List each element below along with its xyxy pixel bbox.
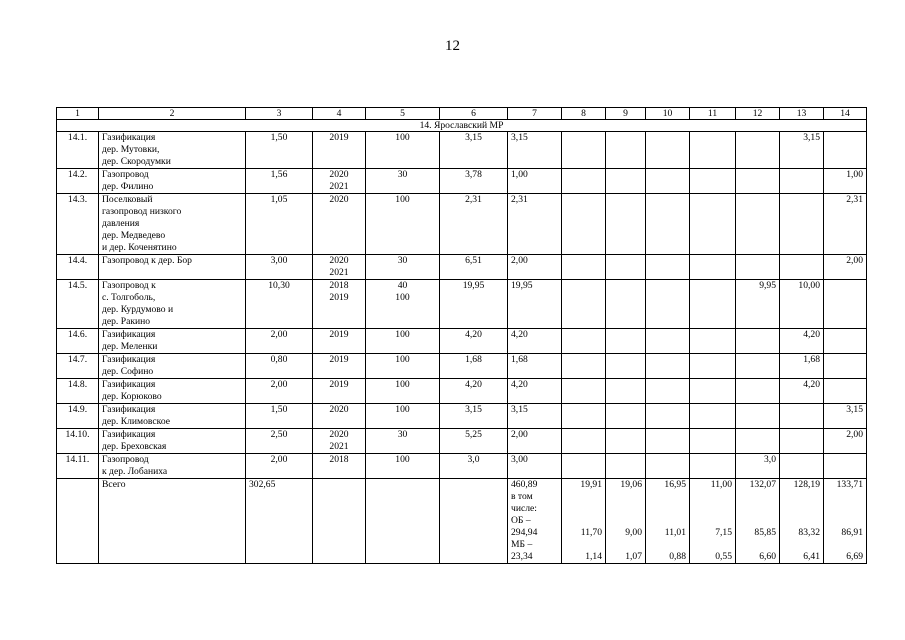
year-cost-c14: 1,00 (824, 169, 867, 194)
year-cost-c11 (690, 169, 736, 194)
column-header-13: 13 (780, 108, 824, 120)
row-number: 14.1. (57, 132, 99, 169)
cost-value: 3,15 (440, 404, 508, 429)
total-length: 302,65 (246, 479, 313, 564)
column-header-10: 10 (646, 108, 690, 120)
row-number: 14.2. (57, 169, 99, 194)
year-cost-c11 (690, 194, 736, 255)
year-cost-c10 (646, 354, 690, 379)
column-header-1: 1 (57, 108, 99, 120)
year-cost-c12 (736, 379, 780, 404)
percent-value: 100 (366, 404, 440, 429)
program-cost-value: 2,00 (508, 255, 562, 280)
cost-value: 3,0 (440, 454, 508, 479)
percent-value: 100 (366, 329, 440, 354)
year-cost-c9 (606, 354, 646, 379)
percent-value: 100 (366, 132, 440, 169)
years-value: 2020 2021 (313, 255, 366, 280)
year-cost-c13: 10,00 (780, 280, 824, 329)
years-value: 2019 (313, 329, 366, 354)
row-number: 14.10. (57, 429, 99, 454)
length-value: 2,50 (246, 429, 313, 454)
object-name: Газопровод дер. Филино (99, 169, 246, 194)
year-cost-c10 (646, 132, 690, 169)
section-title: 14. Ярославский МР (57, 120, 867, 132)
cost-value: 1,68 (440, 354, 508, 379)
year-cost-c13: 4,20 (780, 379, 824, 404)
year-cost-c13: 3,15 (780, 132, 824, 169)
year-cost-c8 (562, 429, 606, 454)
year-cost-c8 (562, 354, 606, 379)
years-value: 2019 (313, 132, 366, 169)
total-cost (440, 479, 508, 564)
table-row (57, 194, 867, 255)
year-cost-c10 (646, 255, 690, 280)
page-number: 12 (445, 38, 460, 54)
year-cost-c10 (646, 169, 690, 194)
total-number (57, 479, 99, 564)
total-row (57, 479, 867, 564)
total-year-cost-9: 19,06 9,00 1,07 (606, 479, 646, 564)
program-cost-value: 3,00 (508, 454, 562, 479)
program-cost-value: 4,20 (508, 329, 562, 354)
total-year-cost-8: 19,91 11,70 1,14 (562, 479, 606, 564)
cost-value: 6,51 (440, 255, 508, 280)
years-value: 2020 (313, 404, 366, 429)
year-cost-c12 (736, 255, 780, 280)
program-cost-value: 2,00 (508, 429, 562, 454)
length-value: 1,50 (246, 404, 313, 429)
object-name: Газификация дер. Бреховская (99, 429, 246, 454)
year-cost-c8 (562, 454, 606, 479)
year-cost-c14 (824, 280, 867, 329)
length-value: 1,50 (246, 132, 313, 169)
total-year-cost-14: 133,71 86,91 6,69 (824, 479, 867, 564)
object-name: Газопровод к дер. Лобаниха (99, 454, 246, 479)
year-cost-c13 (780, 169, 824, 194)
year-cost-c13: 1,68 (780, 354, 824, 379)
table-row (57, 255, 867, 280)
table-row (57, 169, 867, 194)
year-cost-c9 (606, 280, 646, 329)
length-value: 10,30 (246, 280, 313, 329)
year-cost-c12 (736, 429, 780, 454)
percent-value: 30 (366, 429, 440, 454)
year-cost-c14: 3,15 (824, 404, 867, 429)
year-cost-c10 (646, 429, 690, 454)
year-cost-c10 (646, 454, 690, 479)
column-header-4: 4 (313, 108, 366, 120)
length-value: 1,56 (246, 169, 313, 194)
year-cost-c14 (824, 329, 867, 354)
program-cost-value: 4,20 (508, 379, 562, 404)
total-program-cost: 460,89 в том числе: ОБ – 294,94 МБ – 23,34 (508, 479, 562, 564)
table-row (57, 280, 867, 329)
row-number: 14.7. (57, 354, 99, 379)
table-row (57, 404, 867, 429)
year-cost-c11 (690, 280, 736, 329)
year-cost-c12: 3,0 (736, 454, 780, 479)
column-header-11: 11 (690, 108, 736, 120)
years-value: 2020 2021 (313, 169, 366, 194)
percent-value: 100 (366, 379, 440, 404)
year-cost-c11 (690, 354, 736, 379)
year-cost-c10 (646, 280, 690, 329)
length-value: 1,05 (246, 194, 313, 255)
year-cost-c14 (824, 132, 867, 169)
year-cost-c12 (736, 329, 780, 354)
year-cost-c14 (824, 454, 867, 479)
column-header-6: 6 (440, 108, 508, 120)
year-cost-c11 (690, 429, 736, 454)
year-cost-c10 (646, 194, 690, 255)
year-cost-c13 (780, 255, 824, 280)
program-cost-value: 1,68 (508, 354, 562, 379)
year-cost-c8 (562, 379, 606, 404)
year-cost-c9 (606, 169, 646, 194)
year-cost-c11 (690, 379, 736, 404)
length-value: 3,00 (246, 255, 313, 280)
program-cost-value: 3,15 (508, 404, 562, 429)
year-cost-c11 (690, 132, 736, 169)
year-cost-c13 (780, 194, 824, 255)
table-row (57, 429, 867, 454)
row-number: 14.6. (57, 329, 99, 354)
column-header-5: 5 (366, 108, 440, 120)
year-cost-c12 (736, 354, 780, 379)
object-name: Газификация дер. Мутовки, дер. Скородумки (99, 132, 246, 169)
cost-value: 4,20 (440, 379, 508, 404)
column-header-3: 3 (246, 108, 313, 120)
year-cost-c8 (562, 404, 606, 429)
column-header-14: 14 (824, 108, 867, 120)
total-year-cost-13: 128,19 83,32 6,41 (780, 479, 824, 564)
cost-value: 3,15 (440, 132, 508, 169)
year-cost-c12 (736, 404, 780, 429)
year-cost-c9 (606, 255, 646, 280)
percent-value: 100 (366, 354, 440, 379)
year-cost-c8 (562, 255, 606, 280)
year-cost-c12: 9,95 (736, 280, 780, 329)
row-number: 14.5. (57, 280, 99, 329)
column-header-7: 7 (508, 108, 562, 120)
column-header-2: 2 (99, 108, 246, 120)
year-cost-c9 (606, 429, 646, 454)
object-name: Газификация дер. Софино (99, 354, 246, 379)
year-cost-c11 (690, 454, 736, 479)
row-number: 14.9. (57, 404, 99, 429)
total-year-cost-10: 16,95 11,01 0,88 (646, 479, 690, 564)
cost-value: 2,31 (440, 194, 508, 255)
cost-value: 19,95 (440, 280, 508, 329)
cost-value: 4,20 (440, 329, 508, 354)
year-cost-c9 (606, 379, 646, 404)
object-name: Газификация дер. Климовское (99, 404, 246, 429)
year-cost-c10 (646, 404, 690, 429)
header-row (57, 108, 867, 120)
year-cost-c9 (606, 132, 646, 169)
program-cost-value: 19,95 (508, 280, 562, 329)
years-value: 2020 (313, 194, 366, 255)
table-row (57, 329, 867, 354)
program-cost-value: 1,00 (508, 169, 562, 194)
table-row (57, 454, 867, 479)
table-row (57, 354, 867, 379)
program-cost-value: 3,15 (508, 132, 562, 169)
total-year-cost-12: 132,07 85,85 6,60 (736, 479, 780, 564)
year-cost-c9 (606, 454, 646, 479)
length-value: 2,00 (246, 379, 313, 404)
year-cost-c12 (736, 132, 780, 169)
object-name: Газификация дер. Корюково (99, 379, 246, 404)
total-year-cost-11: 11,00 7,15 0,55 (690, 479, 736, 564)
column-header-9: 9 (606, 108, 646, 120)
year-cost-c9 (606, 404, 646, 429)
program-cost-value: 2,31 (508, 194, 562, 255)
percent-value: 30 (366, 169, 440, 194)
year-cost-c12 (736, 169, 780, 194)
percent-value: 40 100 (366, 280, 440, 329)
years-value: 2018 2019 (313, 280, 366, 329)
object-name: Газопровод к дер. Бор (99, 255, 246, 280)
percent-value: 100 (366, 194, 440, 255)
row-number: 14.11. (57, 454, 99, 479)
year-cost-c14 (824, 354, 867, 379)
percent-value: 100 (366, 454, 440, 479)
length-value: 0,80 (246, 354, 313, 379)
percent-value: 30 (366, 255, 440, 280)
total-label: Всего (99, 479, 246, 564)
year-cost-c14: 2,00 (824, 255, 867, 280)
year-cost-c8 (562, 194, 606, 255)
year-cost-c8 (562, 280, 606, 329)
row-number: 14.3. (57, 194, 99, 255)
year-cost-c9 (606, 329, 646, 354)
year-cost-c11 (690, 255, 736, 280)
year-cost-c11 (690, 329, 736, 354)
year-cost-c10 (646, 379, 690, 404)
section-row (57, 120, 867, 132)
year-cost-c13 (780, 454, 824, 479)
column-header-8: 8 (562, 108, 606, 120)
total-percent (366, 479, 440, 564)
length-value: 2,00 (246, 454, 313, 479)
object-name: Поселковый газопровод низкого давления дер. Медведево и дер. Коченятино (99, 194, 246, 255)
cost-value: 3,78 (440, 169, 508, 194)
year-cost-c13 (780, 404, 824, 429)
row-number: 14.4. (57, 255, 99, 280)
year-cost-c14: 2,31 (824, 194, 867, 255)
year-cost-c9 (606, 194, 646, 255)
object-name: Газификация дер. Меленки (99, 329, 246, 354)
object-name: Газопровод к с. Толгоболь, дер. Курдумово и дер. Ракино (99, 280, 246, 329)
length-value: 2,00 (246, 329, 313, 354)
year-cost-c8 (562, 132, 606, 169)
table-row (57, 132, 867, 169)
year-cost-c10 (646, 329, 690, 354)
year-cost-c11 (690, 404, 736, 429)
year-cost-c12 (736, 194, 780, 255)
total-years (313, 479, 366, 564)
year-cost-c13: 4,20 (780, 329, 824, 354)
row-number: 14.8. (57, 379, 99, 404)
years-value: 2018 (313, 454, 366, 479)
years-value: 2019 (313, 354, 366, 379)
years-value: 2019 (313, 379, 366, 404)
gasification-table (56, 107, 867, 564)
year-cost-c13 (780, 429, 824, 454)
column-header-12: 12 (736, 108, 780, 120)
year-cost-c8 (562, 329, 606, 354)
year-cost-c8 (562, 169, 606, 194)
table-row (57, 379, 867, 404)
years-value: 2020 2021 (313, 429, 366, 454)
cost-value: 5,25 (440, 429, 508, 454)
year-cost-c14: 2,00 (824, 429, 867, 454)
year-cost-c14 (824, 379, 867, 404)
